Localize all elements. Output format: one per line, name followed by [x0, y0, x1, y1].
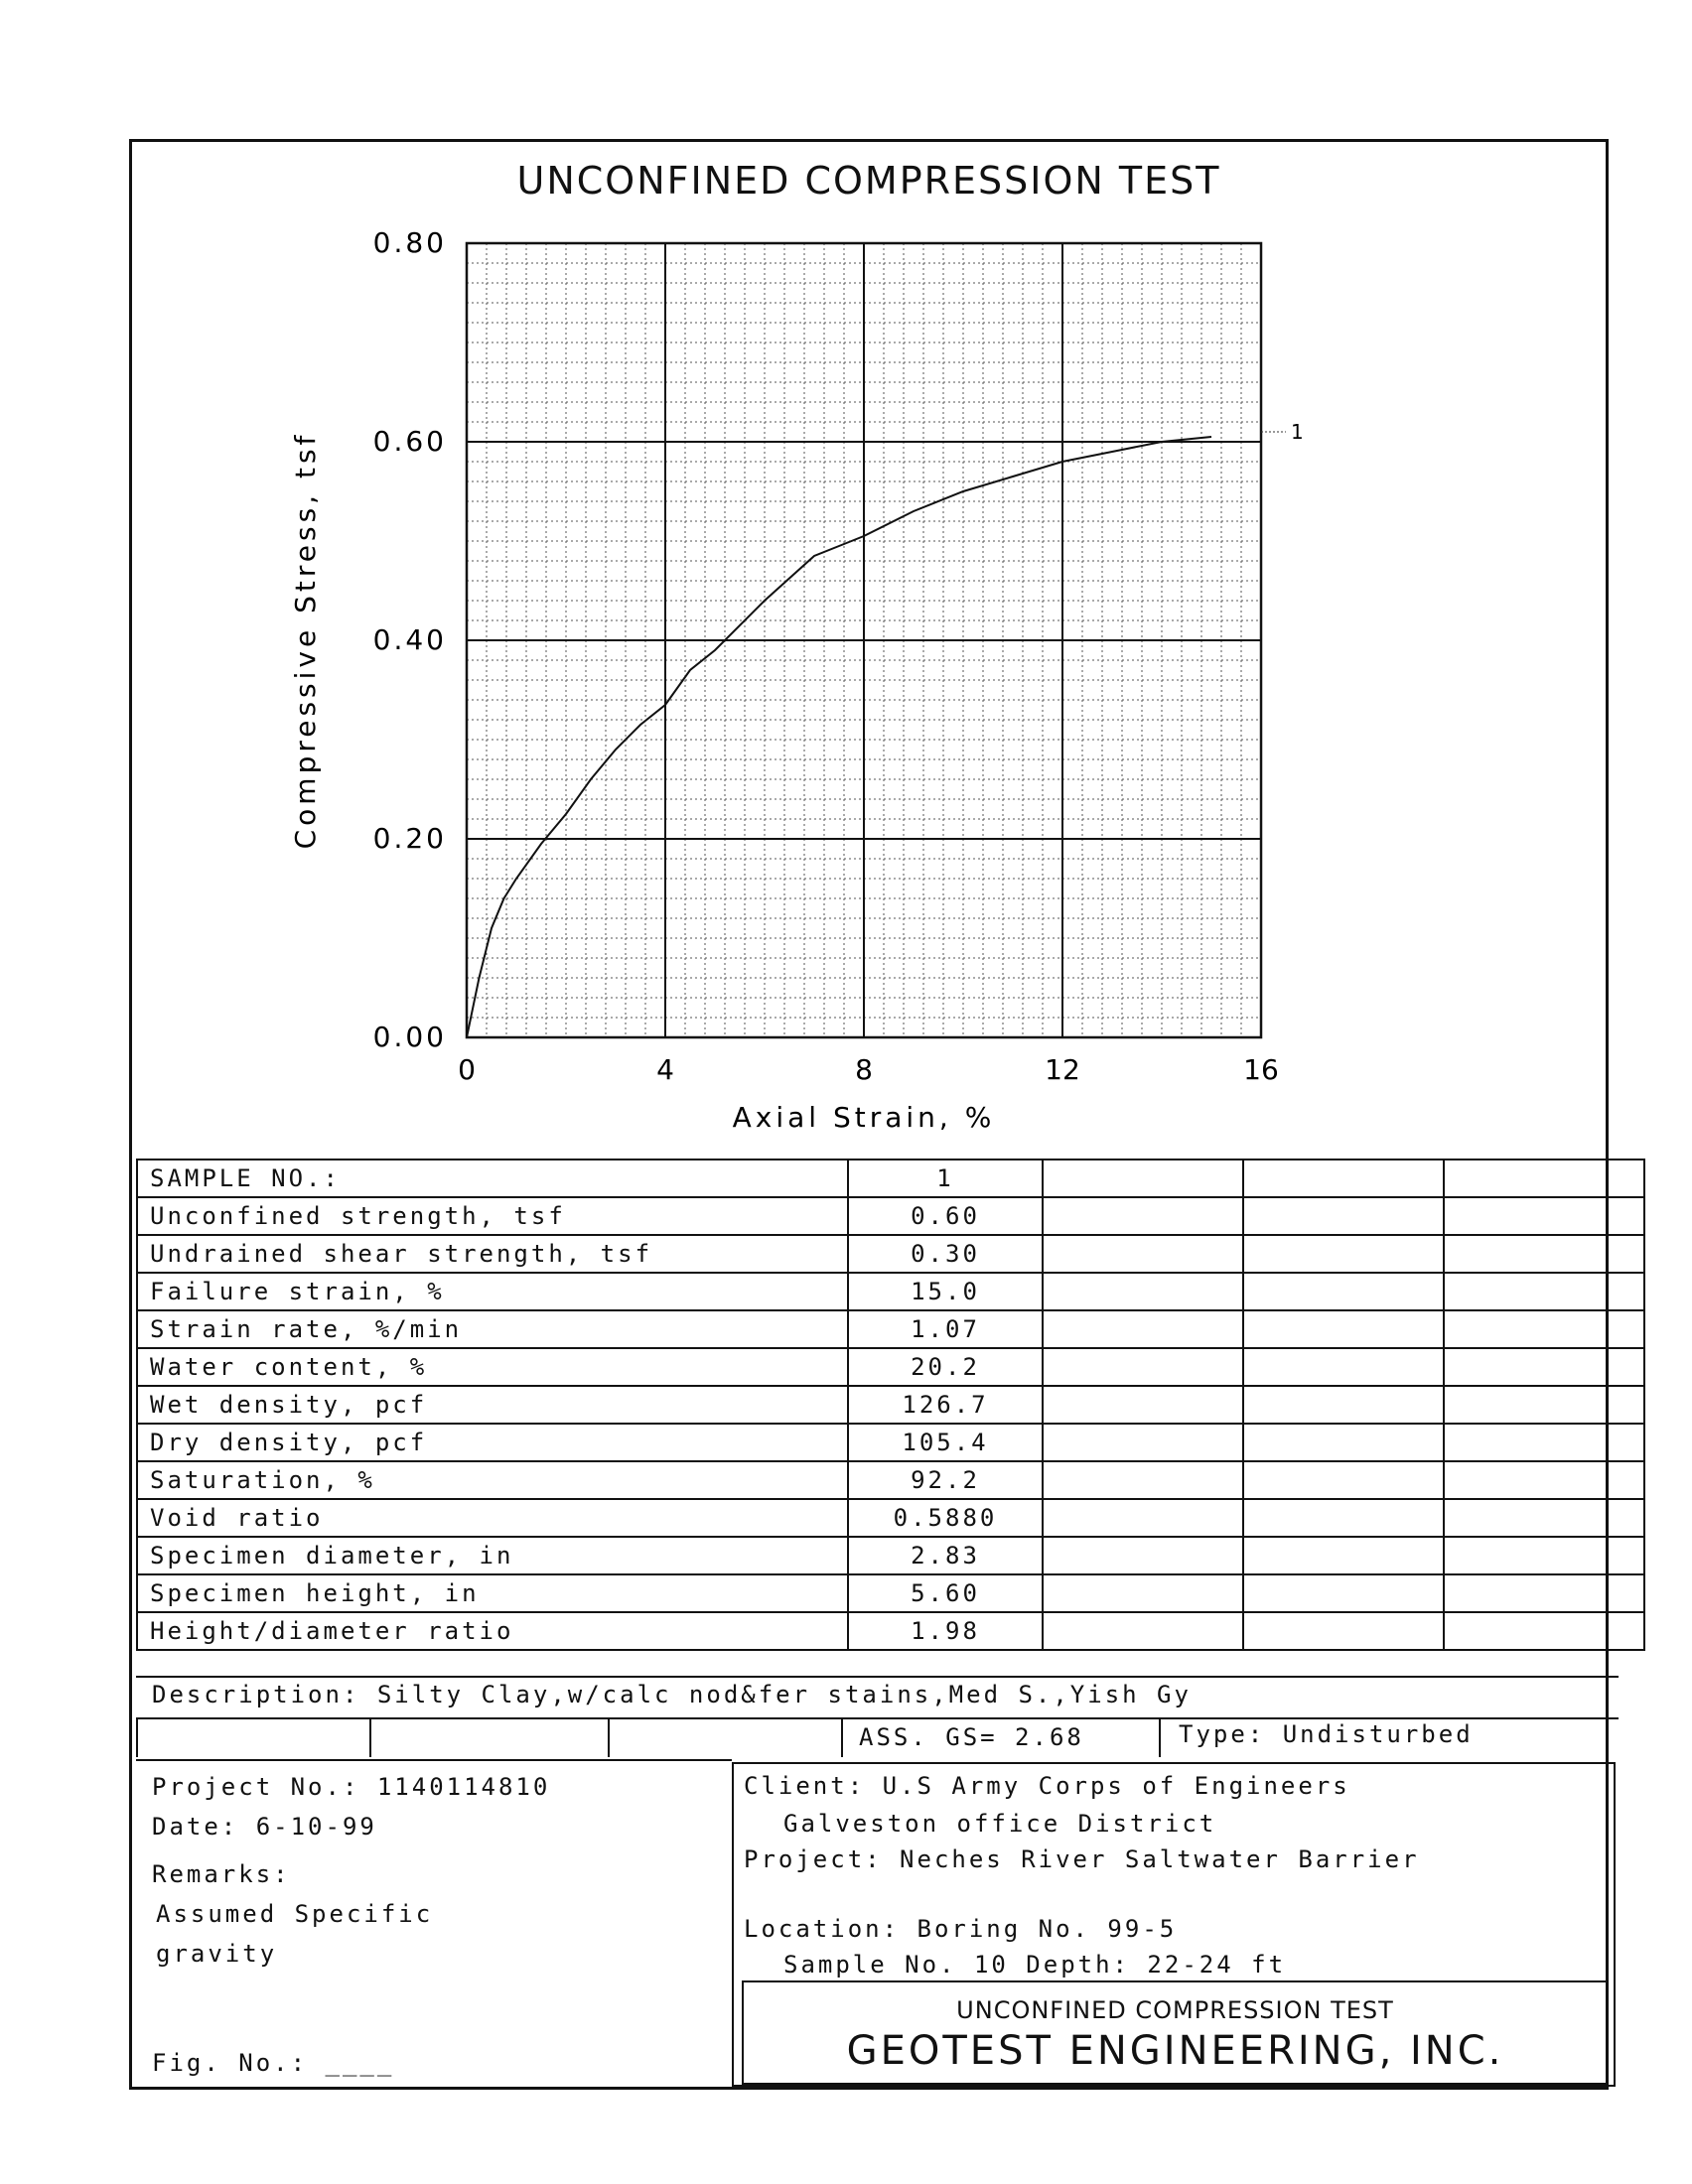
gs-row-divider [136, 1717, 138, 1757]
table-row [137, 1348, 1644, 1386]
test-date: Date: 6-10-99 [152, 1813, 377, 1841]
property-value: 0.30 [848, 1235, 1043, 1273]
empty-sample-cell [1444, 1574, 1644, 1612]
property-label: Undrained shear strength, tsf [137, 1235, 848, 1273]
property-value: 1.07 [848, 1310, 1043, 1348]
property-label: Wet density, pcf [137, 1386, 848, 1424]
empty-sample-cell [1444, 1424, 1644, 1461]
property-value: 105.4 [848, 1424, 1043, 1461]
empty-sample-cell [1444, 1235, 1644, 1273]
gs-row-divider [1159, 1717, 1161, 1757]
x-tick-label: 16 [1243, 1053, 1279, 1086]
x-tick-label: 8 [855, 1053, 873, 1086]
x-tick-label: 0 [458, 1053, 476, 1086]
gs-row-divider [841, 1717, 843, 1757]
project-name: Project: Neches River Saltwater Barrier [744, 1845, 1420, 1873]
table-row [137, 1499, 1644, 1537]
property-value: 0.60 [848, 1197, 1043, 1235]
series-label: 1 [1291, 420, 1304, 444]
location: Location: Boring No. 99-5 [744, 1915, 1178, 1943]
empty-sample-cell [1243, 1499, 1444, 1537]
y-axis-label: Compressive Stress, tsf [289, 431, 322, 850]
empty-sample-cell [1243, 1612, 1444, 1650]
property-value: 2.83 [848, 1537, 1043, 1574]
empty-sample-cell [1444, 1348, 1644, 1386]
property-label: Specimen diameter, in [137, 1537, 848, 1574]
empty-sample-cell [1243, 1160, 1444, 1197]
footer-left-panel [136, 1759, 732, 2089]
table-row [137, 1310, 1644, 1348]
properties-table [136, 1159, 1645, 1651]
property-label: Height/diameter ratio [137, 1612, 848, 1650]
project-number: Project No.: 1140114810 [152, 1773, 551, 1801]
empty-sample-cell [1444, 1461, 1644, 1499]
empty-sample-cell [1444, 1160, 1644, 1197]
gs-row-divider [369, 1717, 371, 1757]
empty-sample-cell [1243, 1574, 1444, 1612]
table-row [137, 1273, 1644, 1310]
empty-sample-cell [1043, 1310, 1243, 1348]
empty-sample-cell [1043, 1424, 1243, 1461]
empty-sample-cell [1444, 1310, 1644, 1348]
x-tick-label: 4 [656, 1053, 674, 1086]
series-line [467, 437, 1211, 1037]
x-tick-label: 12 [1045, 1053, 1080, 1086]
empty-sample-cell [1043, 1537, 1243, 1574]
table-row [137, 1461, 1644, 1499]
y-tick-label: 0.40 [372, 623, 447, 656]
chart-title: UNCONFINED COMPRESSION TEST [516, 159, 1221, 203]
empty-sample-cell [1243, 1461, 1444, 1499]
empty-sample-cell [1043, 1235, 1243, 1273]
table-row [137, 1386, 1644, 1424]
table-row [137, 1197, 1644, 1235]
property-label: Saturation, % [137, 1461, 848, 1499]
property-value: 1 [848, 1160, 1043, 1197]
table-row [137, 1537, 1644, 1574]
property-label: SAMPLE NO.: [137, 1160, 848, 1197]
gs-value: ASS. GS= 2.68 [859, 1723, 1084, 1751]
empty-sample-cell [1243, 1197, 1444, 1235]
empty-sample-cell [1444, 1537, 1644, 1574]
property-value: 20.2 [848, 1348, 1043, 1386]
table-row [137, 1424, 1644, 1461]
empty-sample-cell [1444, 1273, 1644, 1310]
empty-sample-cell [1043, 1612, 1243, 1650]
empty-sample-cell [1243, 1424, 1444, 1461]
remarks-label: Remarks: [152, 1860, 291, 1888]
table-row [137, 1612, 1644, 1650]
property-value: 15.0 [848, 1273, 1043, 1310]
empty-sample-cell [1243, 1273, 1444, 1310]
remarks-line-2: gravity [156, 1940, 278, 1968]
property-label: Strain rate, %/min [137, 1310, 848, 1348]
company-name: GEOTEST ENGINEERING, INC. [846, 2028, 1504, 2074]
empty-sample-cell [1243, 1348, 1444, 1386]
client: Client: U.S Army Corps of Engineers [744, 1772, 1350, 1800]
property-value: 126.7 [848, 1386, 1043, 1424]
property-value: 5.60 [848, 1574, 1043, 1612]
empty-sample-cell [1043, 1197, 1243, 1235]
sample-type: Type: Undisturbed [1179, 1720, 1474, 1748]
table-row [137, 1235, 1644, 1273]
empty-sample-cell [1444, 1499, 1644, 1537]
empty-sample-cell [1243, 1235, 1444, 1273]
property-label: Failure strain, % [137, 1273, 848, 1310]
empty-sample-cell [1043, 1574, 1243, 1612]
empty-sample-cell [1043, 1348, 1243, 1386]
property-value: 92.2 [848, 1461, 1043, 1499]
y-tick-label: 0.80 [372, 226, 447, 259]
property-label: Dry density, pcf [137, 1424, 848, 1461]
empty-sample-cell [1043, 1499, 1243, 1537]
figure-number: Fig. No.: ____ [152, 2049, 395, 2077]
empty-sample-cell [1444, 1386, 1644, 1424]
table-row [137, 1574, 1644, 1612]
property-value: 1.98 [848, 1612, 1043, 1650]
empty-sample-cell [1043, 1160, 1243, 1197]
property-label: Void ratio [137, 1499, 848, 1537]
gs-row-divider [608, 1717, 610, 1757]
property-value: 0.5880 [848, 1499, 1043, 1537]
x-axis-label: Axial Strain, % [732, 1101, 996, 1132]
stress-strain-chart [258, 218, 1350, 1132]
empty-sample-cell [1043, 1273, 1243, 1310]
remarks-line-1: Assumed Specific [156, 1900, 434, 1928]
empty-sample-cell [1243, 1310, 1444, 1348]
property-label: Specimen height, in [137, 1574, 848, 1612]
empty-sample-cell [1243, 1386, 1444, 1424]
y-tick-label: 0.20 [372, 822, 447, 855]
description-text: Description: Silty Clay,w/calc nod&fer stains,Med S.,Yish Gy [152, 1681, 1192, 1708]
property-label: Unconfined strength, tsf [137, 1197, 848, 1235]
title-block [742, 1980, 1609, 2085]
y-tick-label: 0.60 [372, 425, 447, 458]
empty-sample-cell [1043, 1461, 1243, 1499]
sample-depth: Sample No. 10 Depth: 22-24 ft [783, 1951, 1287, 1979]
table-row [137, 1160, 1644, 1197]
client-district: Galveston office District [783, 1810, 1217, 1838]
empty-sample-cell [1444, 1197, 1644, 1235]
empty-sample-cell [1043, 1386, 1243, 1424]
empty-sample-cell [1243, 1537, 1444, 1574]
property-label: Water content, % [137, 1348, 848, 1386]
title-block-subtitle: UNCONFINED COMPRESSION TEST [956, 1996, 1394, 2024]
empty-sample-cell [1444, 1612, 1644, 1650]
y-tick-label: 0.00 [372, 1021, 447, 1053]
